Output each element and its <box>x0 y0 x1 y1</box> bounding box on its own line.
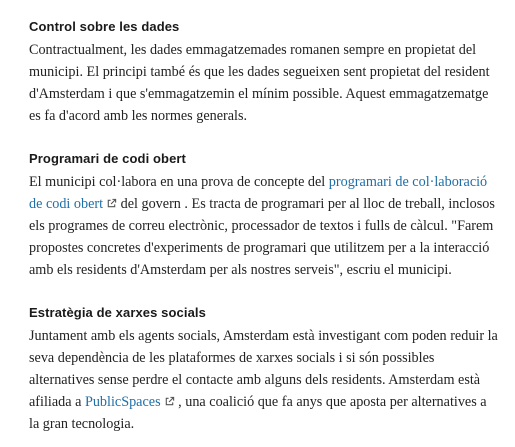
section-heading: Programari de codi obert <box>29 151 186 166</box>
external-link-icon <box>164 396 175 407</box>
section-paragraph <box>29 171 499 281</box>
section-open-source-software <box>29 149 499 281</box>
publicspaces-link[interactable] <box>85 394 175 410</box>
paragraph-text: , una coalició que fa anys que aposta per alternatives a la gran tecnologia. <box>29 394 487 432</box>
section-heading: Control sobre les dades <box>29 19 180 34</box>
link-text: programari de col·laboració de codi obert <box>29 174 488 212</box>
article-body <box>29 17 499 435</box>
paragraph-text: del govern . Es tracta de programari per al lloc de treball, inclosos els programes de correu electrònic, processador de textos i fulls de càlcul. "Farem propostes concretes d'experiments de programari que utilitzem per a la interacció amb els residents d'Amsterdam per als nostres serveis", escriu el municipi. <box>29 196 495 278</box>
section-social-media-strategy <box>29 303 499 435</box>
section-paragraph <box>29 325 499 435</box>
link-text: PublicSpaces <box>84 394 161 410</box>
section-paragraph: Contractualment, les dades emmagatzemades romanen sempre en propietat del municipi. El principi també és que les dades segueixen sent propietat del resident d'Amsterdam i que s'emmagatzemin el mínim possible. Aquest emmagatzematge es fa d'acord amb les normes generals. <box>29 42 490 124</box>
paragraph-text: El municipi col·labora en una prova de concepte del <box>29 174 329 190</box>
paragraph-text: Juntament amb els agents socials, Amsterdam està investigant com poden reduir la seva dependència de les plataformes de xarxes socials i si són possibles alternatives sense perdre el contacte amb alguns dels residents. Amsterdam està afiliada a <box>29 328 498 410</box>
external-link-icon <box>106 198 117 209</box>
section-heading: Estratègia de xarxes socials <box>29 305 206 320</box>
section-data-control <box>29 17 499 127</box>
